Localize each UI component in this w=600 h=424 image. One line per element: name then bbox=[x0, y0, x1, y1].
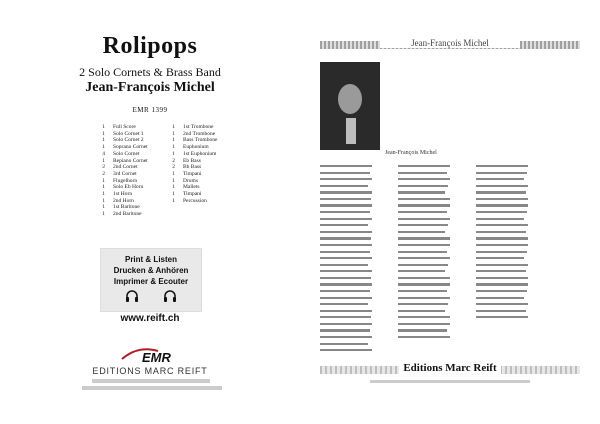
text-line bbox=[398, 211, 447, 213]
part-row bbox=[165, 171, 235, 178]
part-row bbox=[165, 137, 235, 144]
text-line bbox=[320, 336, 372, 338]
text-line bbox=[476, 316, 528, 318]
part-label: Percussion bbox=[183, 197, 207, 204]
photo-face bbox=[338, 84, 362, 114]
part-row bbox=[95, 151, 165, 158]
part-label: 1st Euphonium bbox=[183, 150, 217, 157]
photo-caption: Jean-François Michel bbox=[385, 150, 437, 156]
part-label: Repiano Cornet bbox=[113, 157, 148, 164]
part-count: 1 bbox=[172, 197, 175, 204]
text-line bbox=[320, 323, 372, 325]
part-row bbox=[95, 211, 165, 218]
part-row bbox=[95, 191, 165, 198]
part-label: 2nd Cornet bbox=[113, 164, 138, 171]
text-line bbox=[320, 244, 372, 246]
part-count: 2 bbox=[172, 157, 175, 164]
text-line bbox=[320, 178, 372, 180]
part-row bbox=[165, 151, 235, 158]
part-count: 1 bbox=[102, 144, 105, 151]
part-count: 1 bbox=[102, 137, 105, 144]
text-line bbox=[320, 237, 371, 239]
part-row bbox=[95, 184, 165, 191]
part-label: Timpani bbox=[183, 170, 202, 177]
text-line bbox=[398, 297, 450, 299]
listen-line-3: Imprimer & Ecouter bbox=[113, 277, 189, 286]
part-count: 1 bbox=[102, 197, 105, 204]
text-line bbox=[320, 172, 370, 174]
website-link[interactable]: www.reift.ch bbox=[120, 313, 180, 324]
part-row bbox=[95, 158, 165, 165]
part-label: Flugelhorn bbox=[113, 177, 138, 184]
instrumentation-subtitle: 2 Solo Cornets & Brass Band bbox=[79, 65, 221, 79]
parts-list-column-2 bbox=[165, 124, 235, 204]
text-line bbox=[476, 244, 528, 246]
part-label: Soprano Cornet bbox=[113, 144, 148, 151]
part-count: 1 bbox=[102, 204, 105, 211]
text-line bbox=[398, 290, 447, 292]
part-count: 1 bbox=[102, 191, 105, 198]
text-line bbox=[476, 172, 527, 174]
text-column-german bbox=[320, 165, 372, 356]
text-line bbox=[476, 283, 528, 285]
part-row bbox=[95, 204, 165, 211]
part-count: 1 bbox=[172, 170, 175, 177]
text-line bbox=[320, 290, 370, 292]
text-line bbox=[320, 283, 372, 285]
text-line bbox=[476, 178, 524, 180]
text-line bbox=[398, 277, 450, 279]
part-label: 2nd Horn bbox=[113, 197, 134, 204]
part-row bbox=[165, 144, 235, 151]
part-row bbox=[165, 131, 235, 138]
text-line bbox=[398, 178, 450, 180]
text-line bbox=[398, 323, 450, 325]
part-label: Bb Bass bbox=[183, 164, 202, 171]
part-label: Euphonium bbox=[183, 144, 209, 151]
right-publisher-address-line bbox=[370, 380, 530, 383]
text-line bbox=[398, 270, 445, 272]
part-row bbox=[165, 178, 235, 185]
text-line bbox=[398, 204, 450, 206]
text-line bbox=[320, 185, 368, 187]
text-line bbox=[320, 165, 372, 167]
part-row bbox=[165, 198, 235, 205]
text-line bbox=[320, 316, 371, 318]
text-line bbox=[320, 297, 372, 299]
part-label: 1st Trombone bbox=[183, 124, 214, 130]
text-line bbox=[320, 277, 371, 279]
part-row bbox=[95, 131, 165, 138]
text-line bbox=[476, 237, 528, 239]
part-count: 1 bbox=[172, 137, 175, 144]
parts-list-column-1 bbox=[95, 124, 165, 218]
text-line bbox=[398, 244, 450, 246]
part-label: Solo Eb Horn bbox=[113, 184, 144, 191]
text-line bbox=[476, 297, 524, 299]
text-line bbox=[320, 264, 368, 266]
text-column-french bbox=[398, 165, 450, 343]
text-line bbox=[398, 316, 450, 318]
emr-logo-text: EMR bbox=[142, 350, 171, 365]
part-count: 1 bbox=[172, 130, 175, 137]
part-count: 2 bbox=[172, 164, 175, 171]
text-line bbox=[398, 257, 450, 259]
composer-name: Jean-François Michel bbox=[85, 80, 215, 95]
text-line bbox=[476, 191, 526, 193]
part-count: 1 bbox=[172, 124, 175, 130]
text-line bbox=[398, 224, 448, 226]
text-line bbox=[320, 257, 372, 259]
text-line bbox=[398, 165, 450, 167]
part-count: 1 bbox=[102, 211, 105, 218]
text-line bbox=[320, 270, 372, 272]
part-count: 1 bbox=[172, 184, 175, 191]
text-line bbox=[476, 303, 528, 305]
text-line bbox=[398, 251, 447, 253]
text-line bbox=[476, 218, 524, 220]
text-line bbox=[476, 198, 528, 200]
part-row bbox=[95, 144, 165, 151]
part-row bbox=[165, 124, 235, 131]
text-line bbox=[398, 198, 450, 200]
text-line bbox=[320, 211, 370, 213]
part-count: 1 bbox=[172, 191, 175, 198]
text-line bbox=[398, 218, 450, 220]
part-label: Full Score bbox=[113, 124, 136, 130]
text-line bbox=[476, 211, 527, 213]
text-line bbox=[398, 283, 450, 285]
part-label: Solo Cornet bbox=[113, 150, 140, 157]
text-line bbox=[320, 343, 368, 345]
text-line bbox=[476, 277, 528, 279]
text-line bbox=[398, 231, 445, 233]
part-row bbox=[95, 171, 165, 178]
part-row bbox=[95, 198, 165, 205]
part-label: Solo Cornet 1 bbox=[113, 130, 144, 137]
text-line bbox=[476, 251, 527, 253]
text-line bbox=[398, 185, 448, 187]
text-line bbox=[398, 264, 448, 266]
part-label: Bass Trombone bbox=[183, 137, 218, 144]
text-line bbox=[320, 303, 368, 305]
text-line bbox=[398, 237, 450, 239]
part-count: 1 bbox=[172, 144, 175, 151]
part-row bbox=[165, 184, 235, 191]
right-page bbox=[300, 0, 600, 424]
publisher-contact-line bbox=[82, 386, 222, 390]
text-line bbox=[476, 185, 528, 187]
part-row bbox=[165, 164, 235, 171]
text-line bbox=[320, 191, 372, 193]
part-count: 2 bbox=[102, 164, 105, 171]
text-line bbox=[398, 336, 450, 338]
right-publisher-name: Editions Marc Reift bbox=[300, 362, 600, 374]
part-label: Drums bbox=[183, 177, 198, 184]
part-label: Timpani bbox=[183, 191, 202, 198]
text-line bbox=[320, 198, 371, 200]
text-line bbox=[320, 251, 370, 253]
publisher-address-line bbox=[92, 379, 210, 383]
text-line bbox=[320, 224, 368, 226]
text-line bbox=[320, 329, 370, 331]
part-count: 1 bbox=[102, 124, 105, 130]
text-line bbox=[320, 204, 372, 206]
text-line bbox=[476, 231, 526, 233]
publisher-name: EDITIONS MARC REIFT bbox=[92, 366, 208, 376]
text-line bbox=[398, 310, 445, 312]
text-line bbox=[320, 349, 372, 351]
headphones-icon bbox=[125, 289, 139, 303]
part-count: 1 bbox=[102, 157, 105, 164]
photo-instrument bbox=[346, 118, 356, 144]
text-line bbox=[398, 172, 447, 174]
text-line bbox=[476, 270, 526, 272]
part-count: 2 bbox=[102, 170, 105, 177]
part-count: 4 bbox=[102, 150, 105, 157]
text-column-english bbox=[476, 165, 528, 323]
text-line bbox=[320, 231, 372, 233]
part-row bbox=[165, 158, 235, 165]
text-line bbox=[476, 165, 528, 167]
part-row bbox=[95, 178, 165, 185]
part-label: Solo Cornet 2 bbox=[113, 137, 144, 144]
text-line bbox=[476, 204, 528, 206]
part-label: 2nd Trombone bbox=[183, 130, 216, 137]
catalog-number: EMR 1399 bbox=[132, 106, 168, 114]
emr-logo-icon bbox=[118, 343, 188, 365]
listen-line-1: Print & Listen bbox=[124, 255, 177, 264]
part-label: 1st Baritone bbox=[113, 204, 140, 211]
text-line bbox=[476, 290, 527, 292]
score-title: Rolipops bbox=[102, 33, 198, 59]
part-label: 3rd Cornet bbox=[113, 170, 137, 177]
listen-line-2: Drucken & Anhören bbox=[113, 266, 189, 275]
text-line bbox=[398, 191, 445, 193]
text-line bbox=[398, 303, 448, 305]
text-line bbox=[320, 218, 372, 220]
text-line bbox=[476, 224, 528, 226]
headphones-icon bbox=[163, 289, 177, 303]
part-row bbox=[95, 137, 165, 144]
part-row bbox=[95, 164, 165, 171]
part-row bbox=[165, 191, 235, 198]
composer-photo bbox=[320, 62, 380, 150]
text-line bbox=[320, 310, 372, 312]
part-count: 1 bbox=[102, 177, 105, 184]
text-line bbox=[476, 257, 524, 259]
right-header: Jean-François Michel bbox=[380, 38, 520, 48]
part-label: 2nd Baritone bbox=[113, 211, 142, 218]
part-label: 1st Horn bbox=[113, 191, 133, 198]
part-count: 1 bbox=[172, 150, 175, 157]
text-line bbox=[476, 264, 528, 266]
part-label: Eb Bass bbox=[183, 157, 201, 164]
text-line bbox=[476, 310, 526, 312]
print-listen-box bbox=[100, 248, 202, 312]
part-label: Mallets bbox=[183, 184, 200, 191]
part-count: 1 bbox=[102, 130, 105, 137]
part-count: 1 bbox=[102, 184, 105, 191]
part-count: 1 bbox=[172, 177, 175, 184]
part-row bbox=[95, 124, 165, 131]
text-line bbox=[398, 329, 447, 331]
